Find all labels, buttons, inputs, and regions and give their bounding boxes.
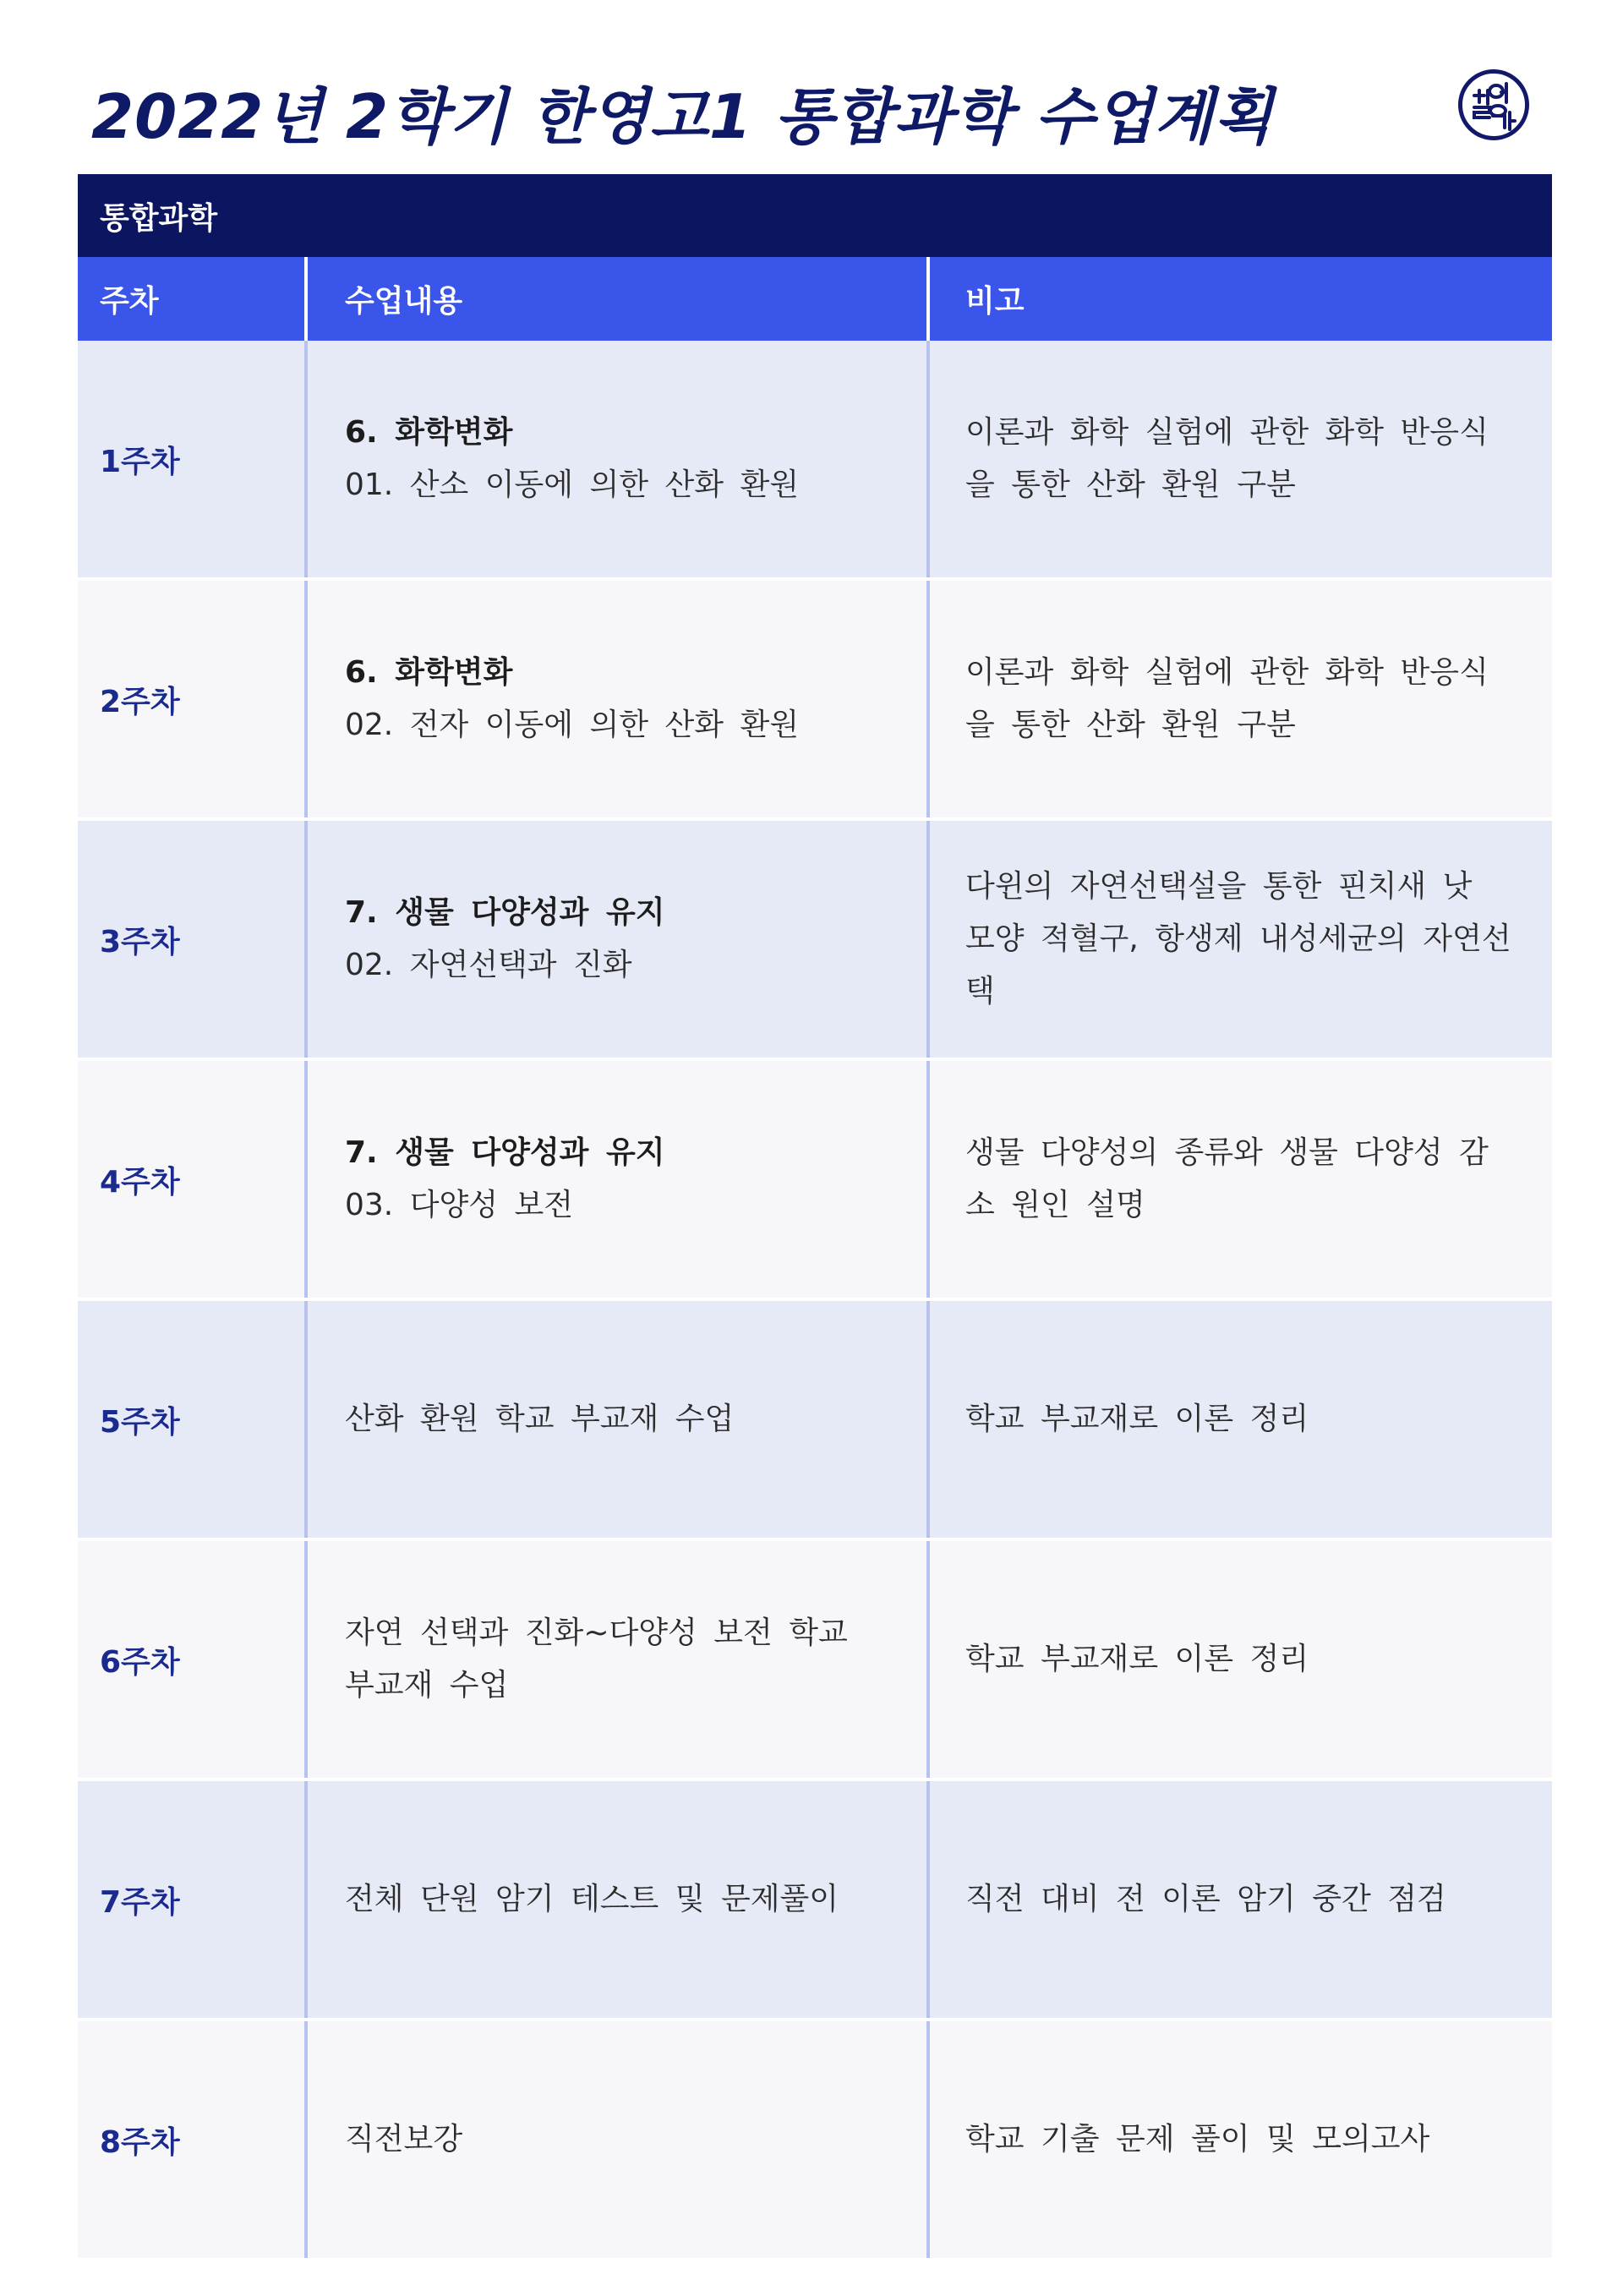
note-cell bbox=[930, 341, 1552, 577]
content-cell bbox=[308, 1301, 930, 1538]
content-cell bbox=[308, 581, 930, 817]
note-cell bbox=[930, 581, 1552, 817]
content-cell bbox=[308, 1541, 930, 1778]
content-heading: 6. 화학변화 bbox=[345, 655, 513, 690]
header-week: 주차 bbox=[78, 257, 308, 341]
content-cell bbox=[308, 821, 930, 1058]
subject-label: 통합과학 bbox=[100, 200, 218, 236]
content-heading: 7. 생물 다양성과 유지 bbox=[345, 895, 665, 930]
lesson-plan-table bbox=[78, 174, 1552, 2258]
table-row bbox=[78, 821, 1552, 1058]
week-cell: 4주차 bbox=[78, 1061, 308, 1298]
note-cell bbox=[930, 1301, 1552, 1538]
table-row bbox=[78, 1541, 1552, 1778]
header-content: 수업내용 bbox=[308, 257, 930, 341]
note-text: 생물 다양성의 종류와 생물 다양성 감소 원인 설명 bbox=[965, 1135, 1489, 1222]
note-text: 다윈의 자연선택설을 통한 핀치새 낫 모양 적혈구, 항생제 내성세균의 자연선택 bbox=[965, 869, 1511, 1009]
subject-bar bbox=[78, 174, 1552, 257]
page-title: 2022년 2학기 한영고1 통합과학 수업계획 bbox=[91, 81, 1274, 152]
content-detail: 03. 다양성 보전 bbox=[345, 1188, 574, 1222]
week-cell: 5주차 bbox=[78, 1301, 308, 1538]
week-cell: 1주차 bbox=[78, 341, 308, 577]
content-cell bbox=[308, 341, 930, 577]
content-heading: 6. 화학변화 bbox=[345, 415, 513, 450]
table-row bbox=[78, 2021, 1552, 2258]
note-cell bbox=[930, 821, 1552, 1058]
content-detail: 전체 단원 암기 테스트 및 문제풀이 bbox=[345, 1882, 839, 1916]
note-text: 학교 부교재로 이론 정리 bbox=[965, 1642, 1309, 1676]
note-cell bbox=[930, 1541, 1552, 1778]
content-detail: 산화 환원 학교 부교재 수업 bbox=[345, 1402, 735, 1436]
content-detail: 01. 산소 이동에 의한 산화 환원 bbox=[345, 467, 800, 502]
content-detail: 02. 전자 이동에 의한 산화 환원 bbox=[345, 708, 800, 742]
note-text: 이론과 화학 실험에 관한 화학 반응식을 통한 산화 환원 구분 bbox=[965, 415, 1489, 502]
week-cell: 7주차 bbox=[78, 1781, 308, 2018]
logo bbox=[1458, 69, 1529, 140]
logo-emblem-icon bbox=[1462, 74, 1525, 136]
note-cell bbox=[930, 2021, 1552, 2258]
content-heading: 7. 생물 다양성과 유지 bbox=[345, 1135, 665, 1170]
note-text: 이론과 화학 실험에 관한 화학 반응식을 통한 산화 환원 구분 bbox=[965, 655, 1489, 742]
note-cell bbox=[930, 1781, 1552, 2018]
table-row bbox=[78, 581, 1552, 817]
table-header-row bbox=[78, 257, 1552, 341]
content-detail: 자연 선택과 진화~다양성 보전 학교 부교재 수업 bbox=[345, 1615, 848, 1703]
header-note: 비고 bbox=[965, 284, 1025, 319]
content-detail: 02. 자연선택과 진화 bbox=[345, 948, 632, 982]
week-cell: 8주차 bbox=[78, 2021, 308, 2258]
content-cell bbox=[308, 2021, 930, 2258]
week-cell: 2주차 bbox=[78, 581, 308, 817]
table-row bbox=[78, 1301, 1552, 1538]
note-text: 학교 부교재로 이론 정리 bbox=[965, 1402, 1309, 1436]
table-row bbox=[78, 341, 1552, 577]
content-cell bbox=[308, 1061, 930, 1298]
content-cell bbox=[308, 1781, 930, 2018]
week-cell: 6주차 bbox=[78, 1541, 308, 1778]
content-detail: 직전보강 bbox=[345, 2122, 463, 2157]
week-cell: 3주차 bbox=[78, 821, 308, 1058]
note-text: 학교 기출 문제 풀이 및 모의고사 bbox=[965, 2122, 1430, 2157]
note-cell bbox=[930, 1061, 1552, 1298]
table-row bbox=[78, 1781, 1552, 2018]
note-text: 직전 대비 전 이론 암기 중간 점검 bbox=[965, 1882, 1446, 1916]
table-row bbox=[78, 1061, 1552, 1298]
